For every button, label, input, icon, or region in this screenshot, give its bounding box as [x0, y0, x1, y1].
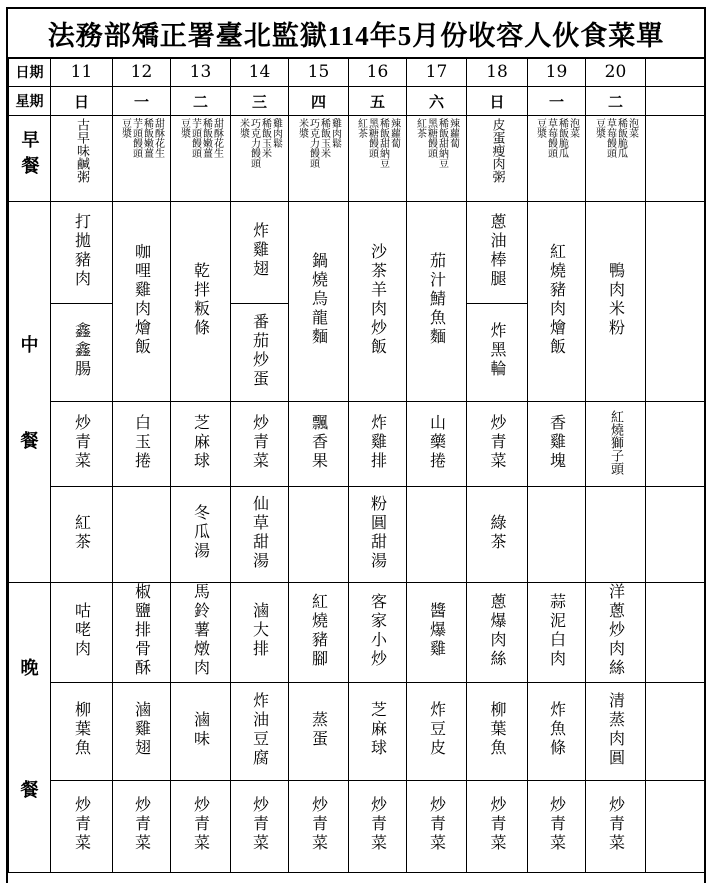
breakfast-item: 草莓饅頭 [604, 118, 616, 158]
breakfast-item: 雞肉鬆 [270, 118, 282, 148]
lunch-side-row [9, 402, 705, 487]
lunch-main-cell: 蔥油棒腿 [467, 202, 528, 304]
blank-cell [646, 402, 705, 487]
weekday-cell: 二 [171, 87, 231, 116]
weekday-row [9, 87, 705, 116]
dinner-veg-cell: 炒青菜 [349, 781, 407, 873]
dinner-main-cell: 蔥爆肉絲 [467, 583, 528, 683]
breakfast-item: 古早味鹹粥 [74, 118, 89, 183]
dinner-veg-cell: 炒青菜 [51, 781, 113, 873]
dinner-main-cell: 紅燒豬腳 [289, 583, 349, 683]
dinner-side-cell: 滷味 [171, 683, 231, 781]
lunch-main-cell: 打拋豬肉 [51, 202, 113, 304]
dinner-side-cell: 柳葉魚 [467, 683, 528, 781]
breakfast-item: 稀飯甜納豆 [436, 118, 448, 168]
dinner-main-cell: 咕咾肉 [51, 583, 113, 683]
date-cell: 14 [231, 58, 289, 87]
weekday-label: 星期 [9, 87, 51, 116]
blank-cell [646, 683, 705, 781]
dinner-side-cell: 炸豆皮 [407, 683, 467, 781]
dinner-main-cell: 客家小炒 [349, 583, 407, 683]
breakfast-cell [407, 116, 467, 202]
date-row [9, 58, 705, 87]
dinner-main-cell: 醬爆雞 [407, 583, 467, 683]
dinner-main-cell: 滷大排 [231, 583, 289, 683]
breakfast-item: 紅茶 [414, 118, 426, 138]
blank-cell [646, 87, 705, 116]
breakfast-item: 豆漿 [534, 118, 546, 138]
blank-cell [646, 202, 705, 402]
dinner-veg-cell: 炒青菜 [467, 781, 528, 873]
lunch-main-cell: 番茄炒蛋 [231, 304, 289, 402]
breakfast-item: 甜酥花生 [211, 118, 223, 158]
date-label: 日期 [9, 58, 51, 87]
breakfast-cell [51, 116, 113, 202]
weekday-cell: 三 [231, 87, 289, 116]
lunch-label: 中 餐 [9, 202, 51, 583]
weekday-cell: 日 [467, 87, 528, 116]
breakfast-cell [349, 116, 407, 202]
dinner-side-cell: 芝麻球 [349, 683, 407, 781]
date-cell: 18 [467, 58, 528, 87]
lunch-main-cell: 鑫鑫腸 [51, 304, 113, 402]
breakfast-item: 雞肉鬆 [329, 118, 341, 148]
dinner-main-row [9, 583, 705, 683]
lunch-main-cell: 紅燒豬肉燴飯 [528, 202, 586, 402]
lunch-side-cell: 白玉捲 [113, 402, 171, 487]
weekday-cell: 六 [407, 87, 467, 116]
breakfast-item: 紅茶 [355, 118, 367, 138]
breakfast-cell [231, 116, 289, 202]
dinner-veg-cell: 炒青菜 [586, 781, 646, 873]
lunch-side-cell: 香雞塊 [528, 402, 586, 487]
dinner-label: 晚 餐 [9, 583, 51, 873]
lunch-side-cell: 炸雞排 [349, 402, 407, 487]
blank-cell [646, 116, 705, 202]
lunch-main-top-row [9, 202, 705, 304]
breakfast-item: 泡菜 [567, 118, 579, 138]
breakfast-item: 稀飯玉米 [259, 118, 271, 158]
breakfast-item: 米漿 [237, 118, 249, 138]
lunch-main-cell: 鍋燒烏龍麵 [289, 202, 349, 402]
lunch-soup-cell: 紅茶 [51, 487, 113, 583]
lunch-side-cell: 炒青菜 [51, 402, 113, 487]
dinner-side-cell: 炸魚條 [528, 683, 586, 781]
lunch-main-cell: 炸雞翅 [231, 202, 289, 304]
breakfast-item: 豆漿 [178, 118, 190, 138]
dinner-main-cell: 椒鹽排骨酥 [113, 583, 171, 683]
lunch-main-cell: 沙茶羊肉炒飯 [349, 202, 407, 402]
breakfast-item: 黑糖饅頭 [425, 118, 437, 158]
page-title: 法務部矯正署臺北監獄114年5月份收容人伙食菜單 [8, 9, 704, 59]
breakfast-item: 豆漿 [593, 118, 605, 138]
breakfast-item: 稀飯脆瓜 [556, 118, 568, 158]
breakfast-label: 早餐 [9, 116, 51, 202]
lunch-main-cell: 炸黑輪 [467, 304, 528, 402]
dinner-side-cell: 炸油豆腐 [231, 683, 289, 781]
lunch-side-cell: 紅燒獅子頭 [586, 402, 646, 487]
date-cell: 16 [349, 58, 407, 87]
breakfast-item: 豆漿 [119, 118, 131, 138]
lunch-main-cell: 茄汁鯖魚麵 [407, 202, 467, 402]
breakfast-item: 稀飯嫩薑 [141, 118, 153, 158]
dinner-main-cell: 馬鈴薯燉肉 [171, 583, 231, 683]
breakfast-item: 稀飯脆瓜 [615, 118, 627, 158]
lunch-soup-cell: 粉圓甜湯 [349, 487, 407, 583]
weekday-cell: 一 [113, 87, 171, 116]
blank-cell [646, 58, 705, 87]
lunch-soup-cell: 仙草甜湯 [231, 487, 289, 583]
weekday-cell: 日 [51, 87, 113, 116]
breakfast-item: 辣蘿蔔 [447, 118, 459, 148]
dinner-main-cell: 洋蔥炒肉絲 [586, 583, 646, 683]
blank-cell [646, 583, 705, 683]
breakfast-item: 辣蘿蔔 [388, 118, 400, 148]
breakfast-item: 草莓饅頭 [545, 118, 557, 158]
breakfast-cell [171, 116, 231, 202]
menu-table [8, 57, 705, 873]
lunch-soup-cell: 冬瓜湯 [171, 487, 231, 583]
lunch-side-cell: 炒青菜 [467, 402, 528, 487]
lunch-side-cell: 炒青菜 [231, 402, 289, 487]
lunch-side-cell: 山藥捲 [407, 402, 467, 487]
breakfast-item: 米漿 [296, 118, 308, 138]
lunch-soup-cell [586, 487, 646, 583]
date-cell: 11 [51, 58, 113, 87]
breakfast-item: 泡菜 [626, 118, 638, 138]
breakfast-item: 巧克力饅頭 [307, 118, 319, 168]
dinner-side-row [9, 683, 705, 781]
lunch-soup-cell: 綠茶 [467, 487, 528, 583]
dinner-veg-cell: 炒青菜 [407, 781, 467, 873]
breakfast-item: 稀飯甜納豆 [377, 118, 389, 168]
breakfast-item: 芋頭饅頭 [189, 118, 201, 158]
breakfast-cell [528, 116, 586, 202]
dinner-veg-row [9, 781, 705, 873]
date-cell: 19 [528, 58, 586, 87]
dinner-veg-cell: 炒青菜 [289, 781, 349, 873]
dinner-side-cell: 柳葉魚 [51, 683, 113, 781]
menu-sheet [6, 7, 706, 883]
lunch-soup-cell [528, 487, 586, 583]
lunch-soup-cell [407, 487, 467, 583]
date-cell: 20 [586, 58, 646, 87]
dinner-veg-cell: 炒青菜 [113, 781, 171, 873]
breakfast-item: 稀飯嫩薑 [200, 118, 212, 158]
dinner-main-cell: 蒜泥白肉 [528, 583, 586, 683]
lunch-main-cell: 乾拌粄條 [171, 202, 231, 402]
dinner-veg-cell: 炒青菜 [231, 781, 289, 873]
weekday-cell: 一 [528, 87, 586, 116]
breakfast-row [9, 116, 705, 202]
dinner-veg-cell: 炒青菜 [171, 781, 231, 873]
lunch-soup-cell [289, 487, 349, 583]
blank-cell [646, 487, 705, 583]
breakfast-cell [467, 116, 528, 202]
dinner-veg-cell: 炒青菜 [528, 781, 586, 873]
dinner-side-cell: 滷雞翅 [113, 683, 171, 781]
breakfast-cell [289, 116, 349, 202]
blank-cell [646, 781, 705, 873]
breakfast-cell [113, 116, 171, 202]
breakfast-item: 甜酥花生 [152, 118, 164, 158]
dinner-side-cell: 蒸蛋 [289, 683, 349, 781]
weekday-cell: 五 [349, 87, 407, 116]
lunch-side-cell: 芝麻球 [171, 402, 231, 487]
breakfast-item: 巧克力饅頭 [248, 118, 260, 168]
lunch-soup-row [9, 487, 705, 583]
lunch-side-cell: 飄香果 [289, 402, 349, 487]
lunch-main-cell: 咖哩雞肉燴飯 [113, 202, 171, 402]
breakfast-item: 黑糖饅頭 [366, 118, 378, 158]
lunch-main-cell: 鴨肉米粉 [586, 202, 646, 402]
date-cell: 12 [113, 58, 171, 87]
date-cell: 17 [407, 58, 467, 87]
breakfast-item: 皮蛋瘦肉粥 [489, 118, 505, 183]
breakfast-item: 稀飯玉米 [318, 118, 330, 158]
breakfast-cell [586, 116, 646, 202]
weekday-cell: 二 [586, 87, 646, 116]
date-cell: 15 [289, 58, 349, 87]
date-cell: 13 [171, 58, 231, 87]
lunch-soup-cell [113, 487, 171, 583]
weekday-cell: 四 [289, 87, 349, 116]
breakfast-item: 芋頭饅頭 [130, 118, 142, 158]
dinner-side-cell: 清蒸肉圓 [586, 683, 646, 781]
